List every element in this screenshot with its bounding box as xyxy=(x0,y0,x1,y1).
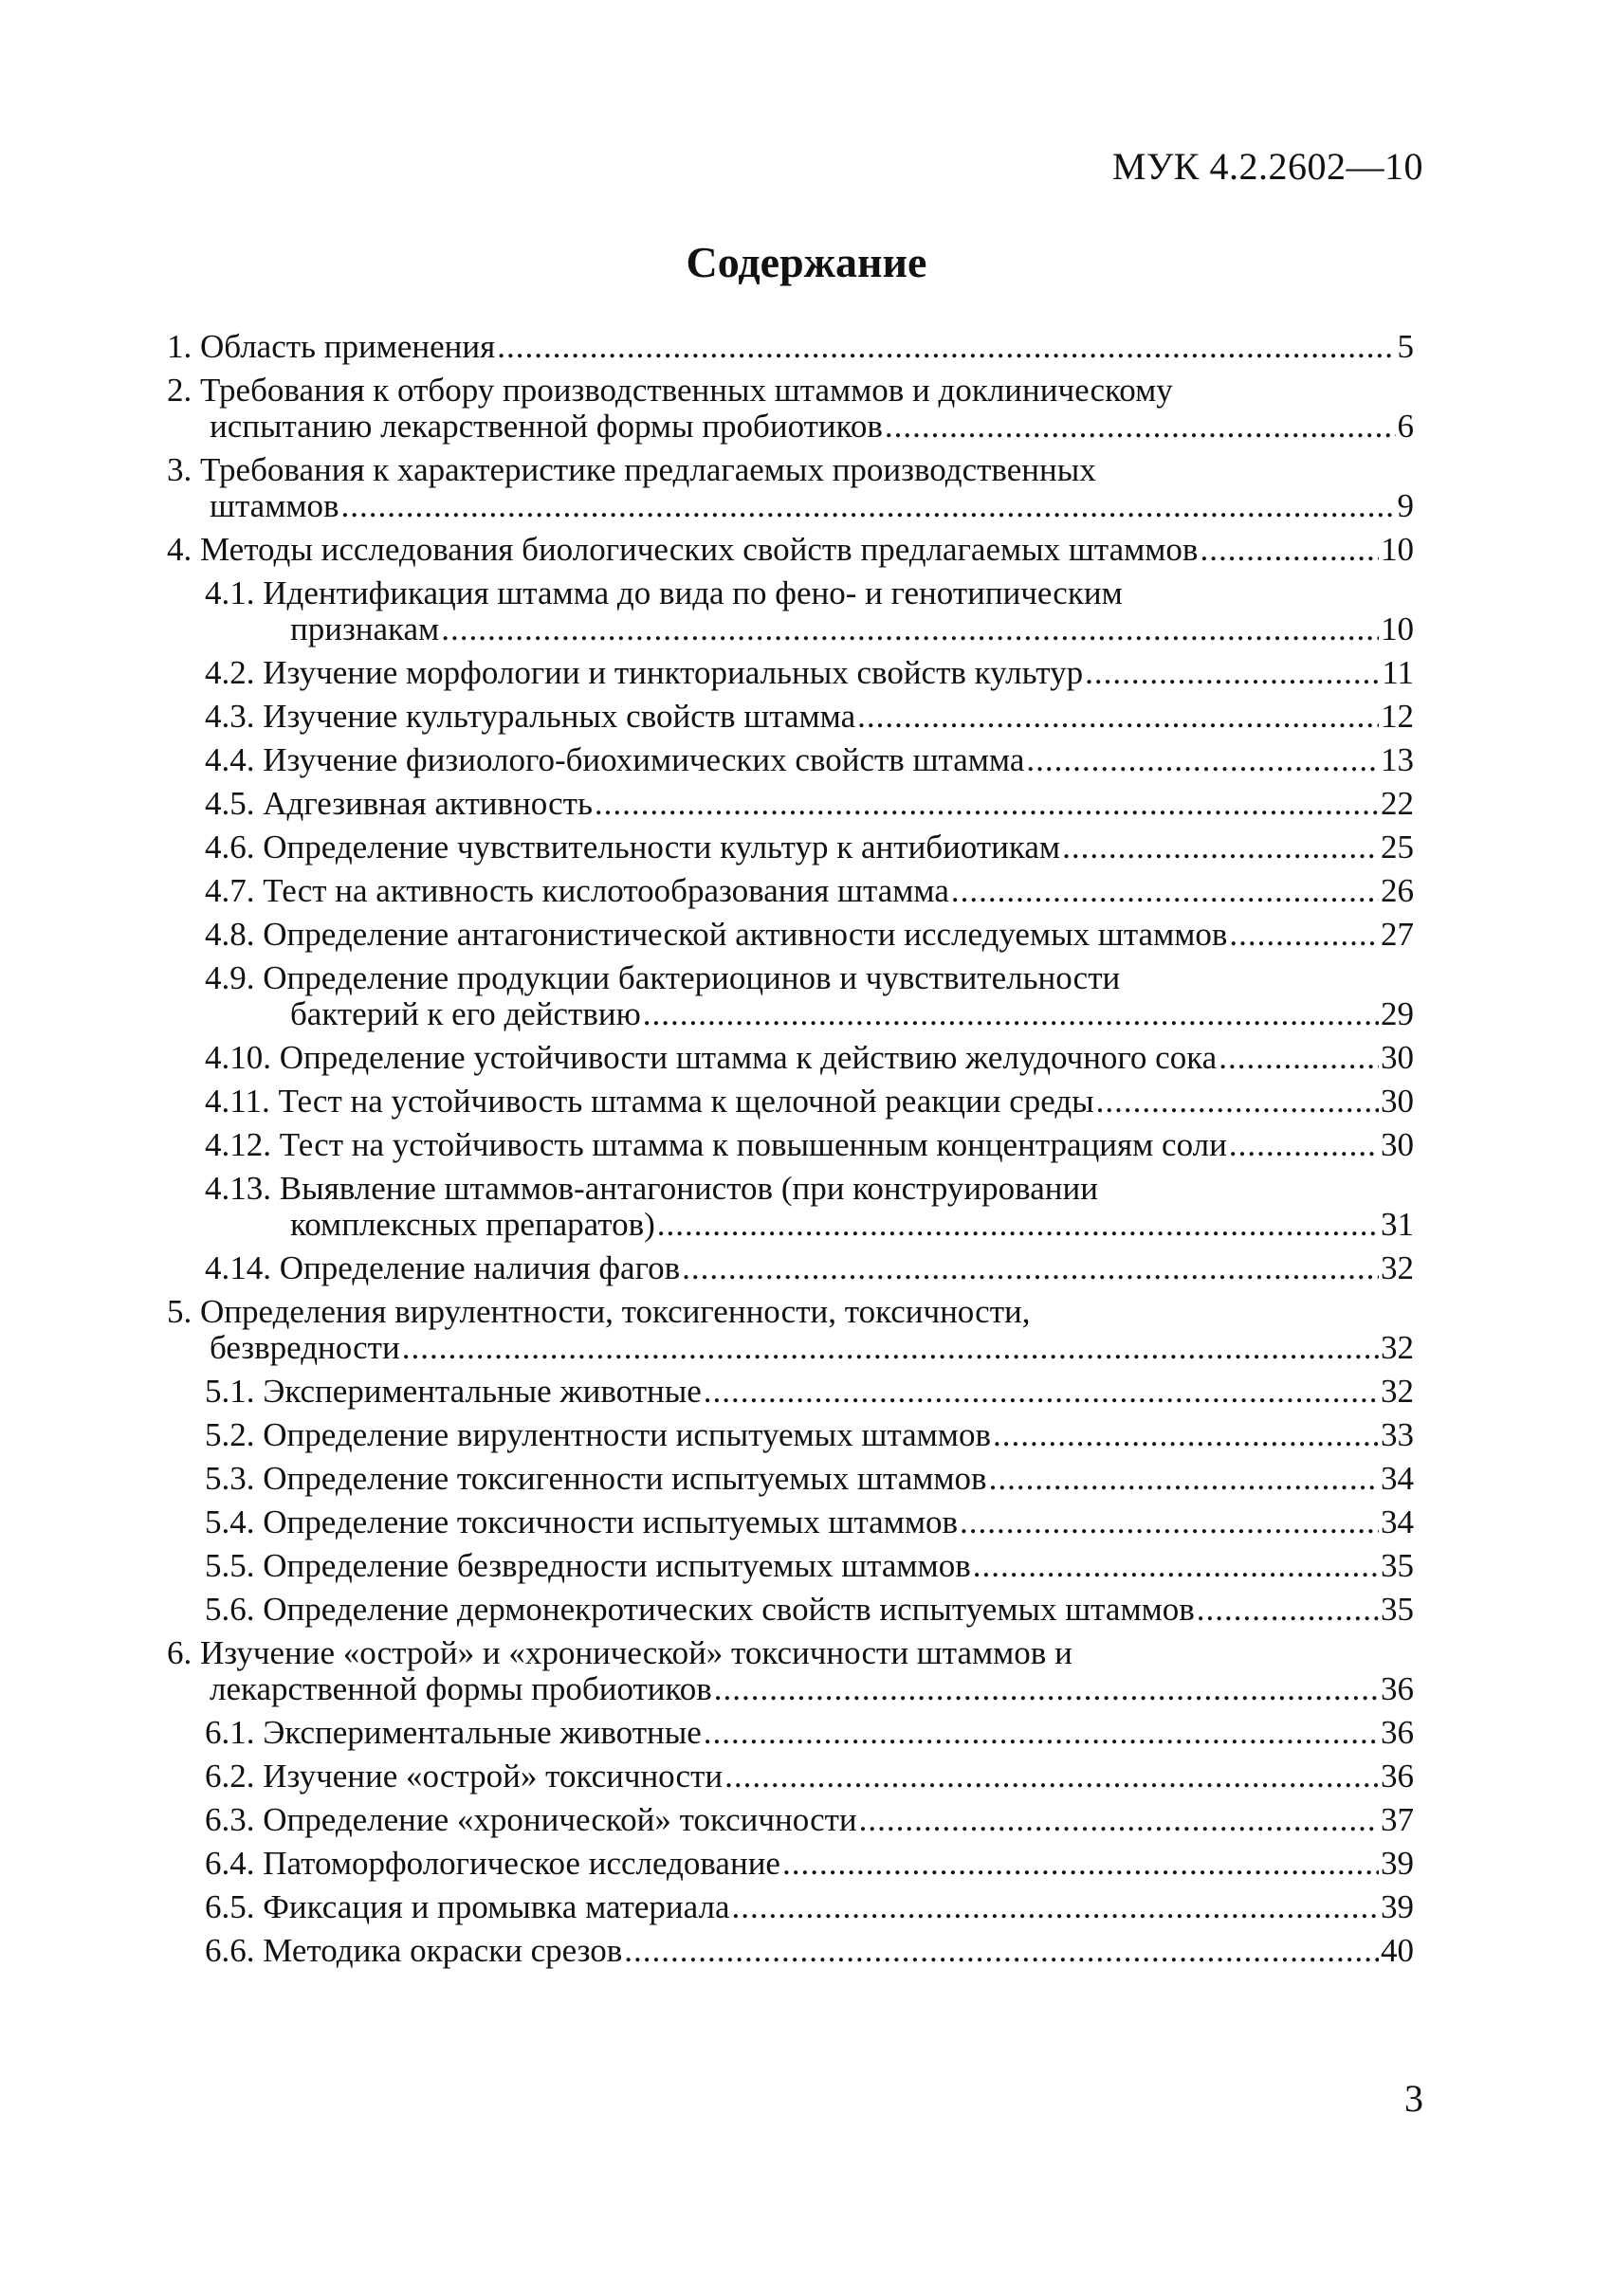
toc-entry-row xyxy=(167,1330,1414,1366)
toc-entry-title-line: 4.2. Изучение морфологии и тинкториальных свойств культур xyxy=(205,654,1084,691)
toc-entry-row xyxy=(205,1889,1414,1925)
toc-entry-page-number: 29 xyxy=(1381,995,1414,1032)
toc-entry-title-line: комплексных препаратов) xyxy=(290,1206,655,1243)
toc-entry-row xyxy=(205,1802,1414,1838)
toc-entry-title-line: 6.1. Экспериментальные животные xyxy=(205,1714,702,1751)
toc-entry-title-line: 6.2. Изучение «острой» токсичности xyxy=(205,1758,724,1795)
toc-entry xyxy=(167,1548,1414,1584)
dot-leader xyxy=(1229,917,1379,953)
toc-entry-title-line: 5.4. Определение токсичности испытуемых штаммов xyxy=(205,1503,959,1540)
toc-entry-row xyxy=(205,1715,1414,1751)
dot-leader xyxy=(1096,1084,1379,1120)
dot-leader xyxy=(989,1461,1379,1497)
toc-entry-row xyxy=(205,873,1414,909)
toc-entry xyxy=(167,1417,1414,1453)
toc-entry-row xyxy=(167,329,1414,365)
toc-entry-title-line: 4.3. Изучение культуральных свойств штамма xyxy=(205,698,856,735)
toc-entry-title-line: 4.5. Адгезивная активность xyxy=(205,785,593,822)
dot-leader xyxy=(704,1715,1379,1751)
toc-entry-page-number: 32 xyxy=(1381,1249,1414,1286)
toc-entry-page-number: 35 xyxy=(1381,1547,1414,1584)
toc-entry-row xyxy=(205,1417,1414,1453)
toc-entry xyxy=(167,699,1414,735)
toc-entry xyxy=(167,1171,1414,1243)
toc-entry xyxy=(167,655,1414,691)
page-title: Содержание xyxy=(686,238,927,286)
toc-entry-title-line: 4. Методы исследования биологических свойств предлагаемых штаммов xyxy=(167,531,1199,568)
toc-entry-page-number: 39 xyxy=(1381,1845,1414,1882)
dot-leader xyxy=(624,1933,1379,1969)
dot-leader xyxy=(724,1758,1379,1795)
toc-entry-page-number: 40 xyxy=(1381,1932,1414,1969)
dot-leader xyxy=(857,699,1379,735)
dot-leader xyxy=(714,1671,1379,1707)
toc-entry-page-number: 30 xyxy=(1381,1039,1414,1076)
toc-entry-page-number: 11 xyxy=(1382,654,1414,691)
toc-entry-page-number: 30 xyxy=(1381,1083,1414,1120)
toc-entry xyxy=(167,1758,1414,1795)
dot-leader xyxy=(885,409,1396,445)
toc-entry-title-line: 4.9. Определение продукции бактериоцинов и чувствительности xyxy=(205,959,1121,996)
toc-entry-title-line: 4.1. Идентификация штамма до вида по фено- и генотипическим xyxy=(205,574,1123,611)
toc-entry-row xyxy=(205,1250,1414,1286)
toc-entry-page-number: 5 xyxy=(1397,328,1414,365)
toc-entry-row xyxy=(205,1084,1414,1120)
toc-entry xyxy=(167,1635,1414,1707)
dot-leader xyxy=(1197,1592,1379,1628)
toc-entry-title-line: 5. Определения вирулентности, токсигенности, токсичности, xyxy=(167,1293,1031,1330)
toc-entry-title-line: 2. Требования к отбору производственных штаммов и доклиническому xyxy=(167,372,1173,409)
toc-entry-page-number: 31 xyxy=(1381,1206,1414,1243)
toc-entry-page-number: 26 xyxy=(1381,872,1414,909)
toc-entry xyxy=(167,373,1414,445)
toc-entry xyxy=(167,575,1414,647)
toc-entry-title-line: 4.11. Тест на устойчивость штамма к щелочной реакции среды xyxy=(205,1083,1094,1120)
toc-entry-row xyxy=(205,1758,1414,1795)
toc-entry xyxy=(167,917,1414,953)
toc-entry xyxy=(167,532,1414,568)
toc-entry-row xyxy=(205,655,1414,691)
dot-leader xyxy=(732,1889,1379,1925)
toc-entry-row xyxy=(205,1207,1414,1243)
dot-leader xyxy=(951,873,1379,909)
toc-entry xyxy=(167,786,1414,822)
toc-entry-title-line: 4.6. Определение чувствительности культур к антибиотикам xyxy=(205,829,1061,866)
toc-entry xyxy=(167,1040,1414,1076)
toc-entry xyxy=(167,960,1414,1032)
toc-entry xyxy=(167,1504,1414,1540)
dot-leader xyxy=(595,786,1379,822)
toc-entry xyxy=(167,829,1414,866)
toc-entry xyxy=(167,742,1414,778)
dot-leader xyxy=(441,611,1379,647)
toc-entry xyxy=(167,1374,1414,1410)
toc-entry-page-number: 10 xyxy=(1381,610,1414,647)
dot-leader xyxy=(657,1207,1379,1243)
toc-entry-page-number: 37 xyxy=(1381,1801,1414,1838)
toc-entry-row xyxy=(205,1127,1414,1163)
toc-entry-row xyxy=(205,829,1414,866)
toc-entry xyxy=(167,1889,1414,1925)
toc-entry-page-number: 30 xyxy=(1381,1126,1414,1163)
dot-leader xyxy=(1219,1040,1379,1076)
toc-entry-title-line: 6.3. Определение «хронической» токсичности xyxy=(205,1801,857,1838)
toc-entry-title-line: бактерий к его действию xyxy=(290,995,641,1032)
dot-leader xyxy=(682,1250,1379,1286)
dot-leader xyxy=(782,1846,1379,1882)
dot-leader xyxy=(1200,532,1379,568)
toc-entry xyxy=(167,1846,1414,1882)
table-of-contents xyxy=(167,329,1414,1977)
toc-entry-row xyxy=(205,917,1414,953)
toc-entry-page-number: 10 xyxy=(1381,531,1414,568)
toc-entry-page-number: 32 xyxy=(1381,1329,1414,1366)
toc-entry-title-line: 1. Область применения xyxy=(167,328,496,365)
toc-entry xyxy=(167,1802,1414,1838)
toc-entry xyxy=(167,1715,1414,1751)
dot-leader xyxy=(1026,742,1379,778)
dot-leader xyxy=(1229,1127,1379,1163)
toc-entry-page-number: 27 xyxy=(1381,916,1414,953)
toc-entry-title-line: 5.3. Определение токсигенности испытуемых штаммов xyxy=(205,1460,987,1497)
toc-entry-page-number: 25 xyxy=(1381,829,1414,866)
toc-entry-title-line: 6.4. Патоморфологическое исследование xyxy=(205,1845,780,1882)
toc-entry-row xyxy=(167,1671,1414,1707)
dot-leader xyxy=(402,1330,1379,1366)
toc-entry-title-line: 4.13. Выявление штаммов-антагонистов (при конструировании xyxy=(205,1170,1098,1207)
toc-entry-page-number: 36 xyxy=(1381,1714,1414,1751)
toc-entry-title-line: 4.8. Определение антагонистической активности исследуемых штаммов xyxy=(205,916,1228,953)
toc-entry-page-number: 9 xyxy=(1397,487,1414,524)
toc-entry-row xyxy=(205,786,1414,822)
toc-entry-title-line: 6. Изучение «острой» и «хронической» токсичности штаммов и xyxy=(167,1634,1072,1671)
toc-entry-page-number: 39 xyxy=(1381,1888,1414,1925)
dot-leader xyxy=(859,1802,1379,1838)
dot-leader xyxy=(993,1417,1379,1453)
dot-leader xyxy=(960,1504,1379,1540)
toc-entry-page-number: 12 xyxy=(1381,698,1414,735)
toc-entry xyxy=(167,1084,1414,1120)
dot-leader xyxy=(497,329,1395,365)
toc-entry xyxy=(167,1461,1414,1497)
page-number: 3 xyxy=(1404,2077,1423,2120)
toc-entry-row xyxy=(205,699,1414,735)
dot-leader xyxy=(1085,655,1380,691)
toc-entry xyxy=(167,452,1414,524)
toc-entry-page-number: 32 xyxy=(1381,1373,1414,1410)
toc-entry-row xyxy=(205,1374,1414,1410)
toc-entry-title-line: 4.12. Тест на устойчивость штамма к повышенным концентрациям соли xyxy=(205,1126,1227,1163)
toc-entry xyxy=(167,1250,1414,1286)
toc-entry-title-line: 5.1. Экспериментальные животные xyxy=(205,1373,702,1410)
toc-entry-title-line: 5.6. Определение дермонекротических свойств испытуемых штаммов xyxy=(205,1591,1195,1628)
toc-entry-page-number: 36 xyxy=(1381,1670,1414,1707)
toc-entry-title-line: 3. Требования к характеристике предлагаемых производственных xyxy=(167,451,1096,488)
toc-entry-page-number: 33 xyxy=(1381,1416,1414,1453)
toc-entry-title-line: 4.10. Определение устойчивости штамма к действию желудочного сока xyxy=(205,1039,1218,1076)
toc-entry xyxy=(167,873,1414,909)
toc-entry-page-number: 35 xyxy=(1381,1591,1414,1628)
toc-entry-page-number: 36 xyxy=(1381,1758,1414,1795)
toc-entry-title-line: признакам xyxy=(290,610,440,647)
toc-entry-title-line: 6.6. Методика окраски срезов xyxy=(205,1932,623,1969)
toc-entry-row xyxy=(167,532,1414,568)
dot-leader xyxy=(643,996,1379,1032)
toc-entry-row xyxy=(205,996,1414,1032)
toc-entry-row xyxy=(205,1592,1414,1628)
toc-entry-title-line: 5.5. Определение безвредности испытуемых штаммов xyxy=(205,1547,971,1584)
toc-entry-page-number: 13 xyxy=(1381,741,1414,778)
toc-entry-row xyxy=(167,409,1414,445)
toc-entry-page-number: 6 xyxy=(1397,408,1414,445)
dot-leader xyxy=(704,1374,1379,1410)
toc-entry xyxy=(167,1933,1414,1969)
toc-entry-row xyxy=(205,1548,1414,1584)
dot-leader xyxy=(341,488,1396,524)
toc-entry xyxy=(167,329,1414,365)
toc-entry-row xyxy=(205,1461,1414,1497)
toc-entry-title-line: испытанию лекарственной формы пробиотиков xyxy=(210,408,883,445)
document-code: МУК 4.2.2602—10 xyxy=(1111,145,1423,188)
toc-entry xyxy=(167,1592,1414,1628)
toc-entry-title-line: 4.4. Изучение физиолого-биохимических свойств штамма xyxy=(205,741,1025,778)
toc-entry-row xyxy=(205,1504,1414,1540)
toc-entry-row xyxy=(167,488,1414,524)
dot-leader xyxy=(1062,829,1379,866)
toc-entry-row xyxy=(205,611,1414,647)
toc-entry-title-line: 4.7. Тест на активность кислотообразования штамма xyxy=(205,872,949,909)
toc-entry-page-number: 34 xyxy=(1381,1460,1414,1497)
toc-entry-title-line: 5.2. Определение вирулентности испытуемых штаммов xyxy=(205,1416,991,1453)
dot-leader xyxy=(973,1548,1379,1584)
toc-entry-title-line: 4.14. Определение наличия фагов xyxy=(205,1249,681,1286)
toc-entry-row xyxy=(205,742,1414,778)
toc-entry-row xyxy=(205,1933,1414,1969)
toc-entry-page-number: 34 xyxy=(1381,1503,1414,1540)
toc-entry-row xyxy=(205,1846,1414,1882)
toc-entry-title-line: 6.5. Фиксация и промывка материала xyxy=(205,1888,730,1925)
toc-entry xyxy=(167,1127,1414,1163)
toc-entry-row xyxy=(205,1040,1414,1076)
toc-entry xyxy=(167,1294,1414,1366)
toc-entry-page-number: 22 xyxy=(1381,785,1414,822)
toc-entry-title-line: лекарственной формы пробиотиков xyxy=(210,1670,712,1707)
toc-entry-title-line: безвредности xyxy=(210,1329,400,1366)
toc-entry-title-line: штаммов xyxy=(210,487,339,524)
